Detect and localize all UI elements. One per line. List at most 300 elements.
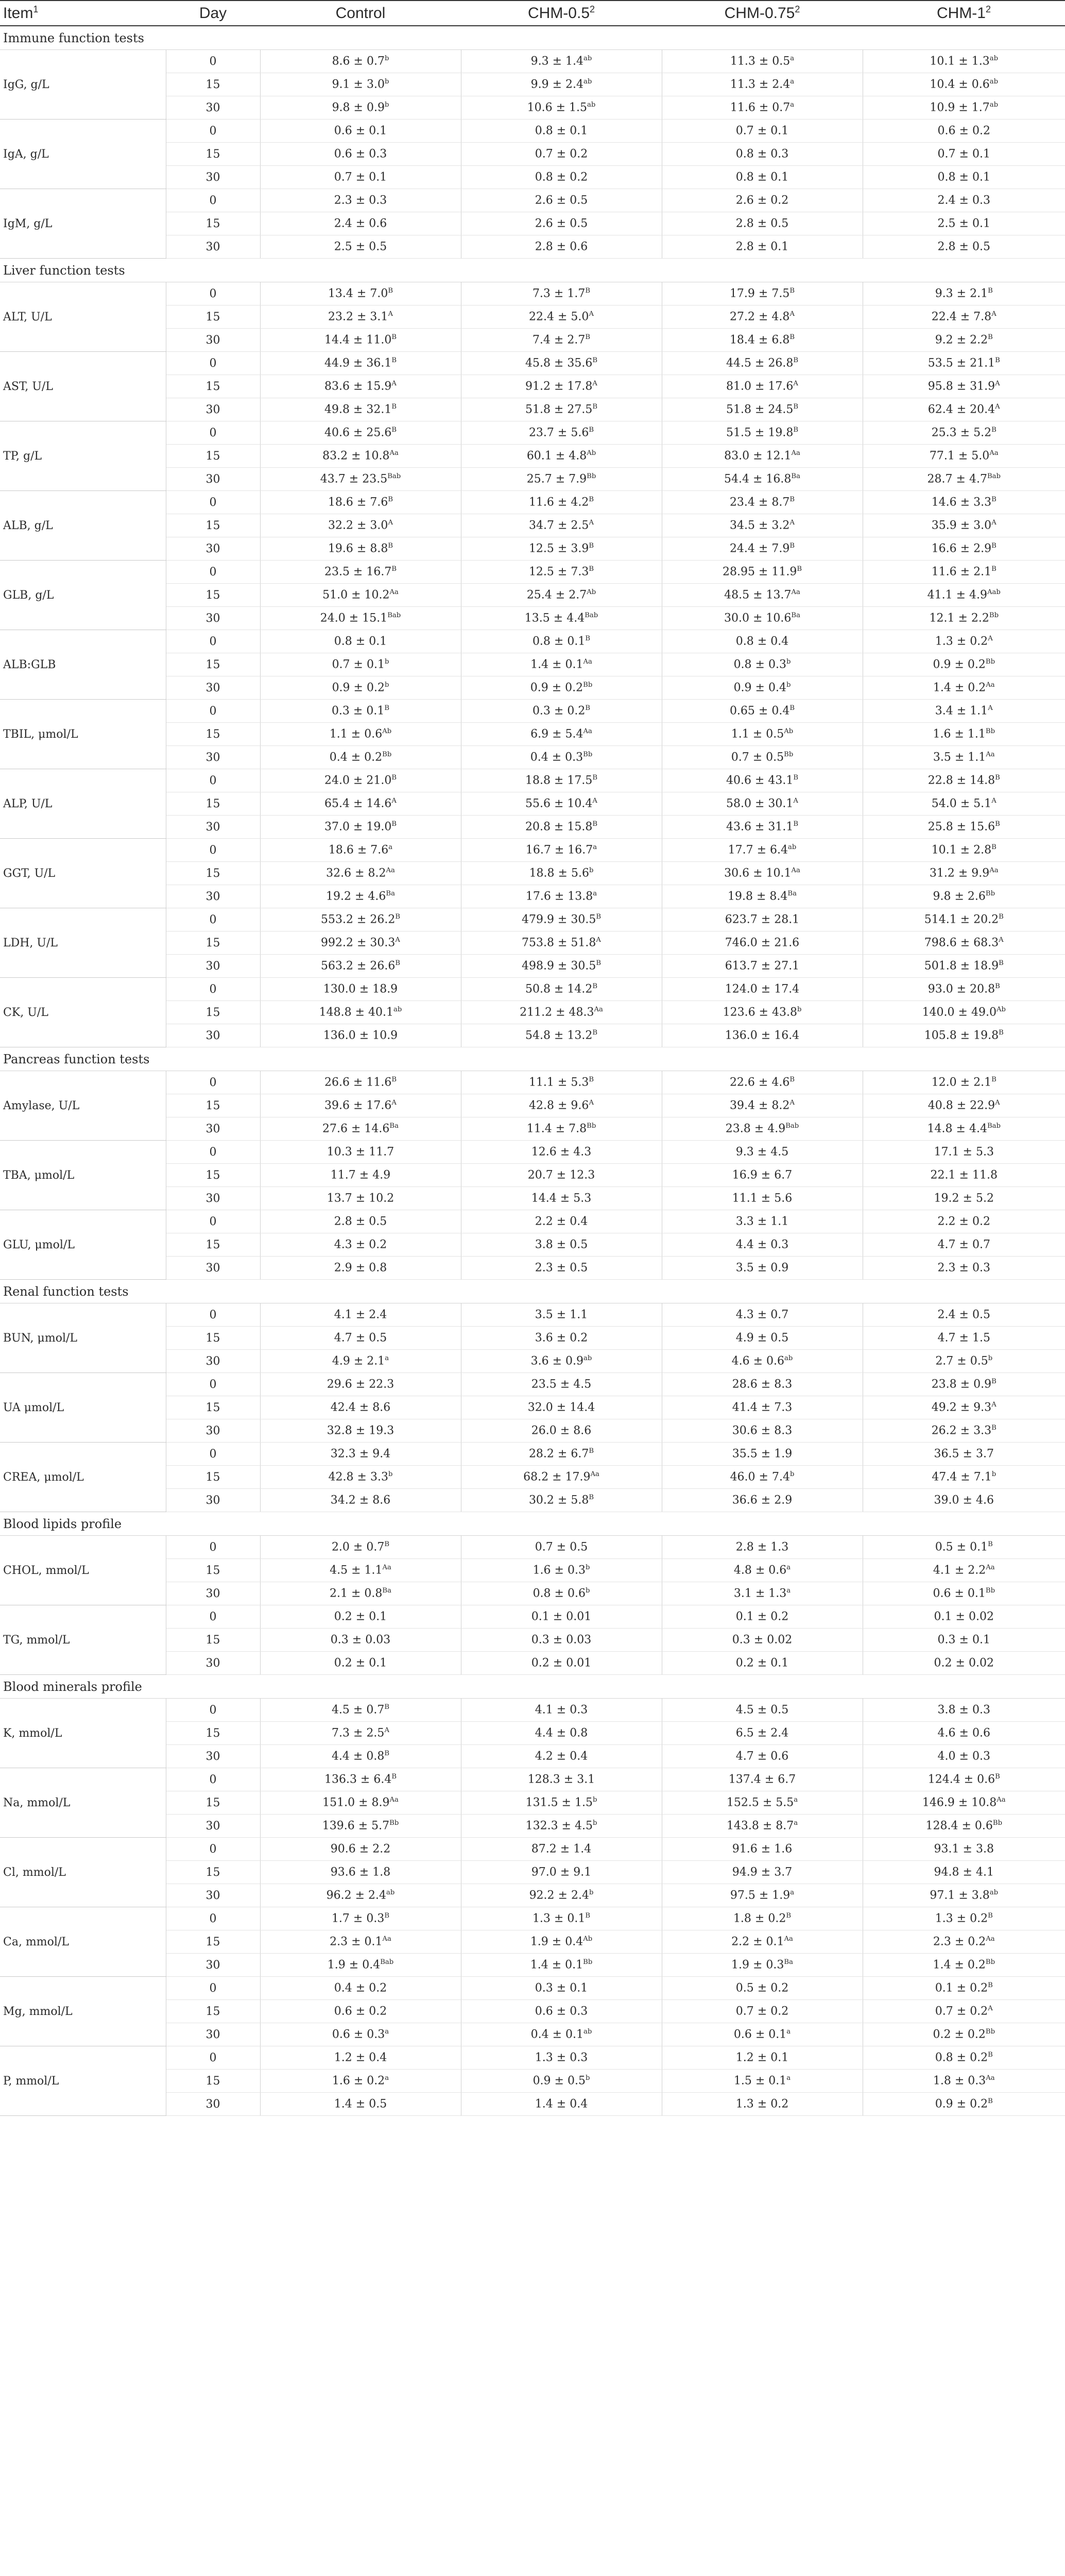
value-text: 1.5 ± 0.1 [733, 2074, 787, 2088]
value-cell-control [260, 421, 461, 445]
value-cell-chm-0-5 [461, 862, 662, 885]
value-text: 11.6 ± 4.2 [528, 496, 589, 509]
significance-superscript: Ab [784, 727, 794, 736]
value-cell-chm-0-5 [461, 1930, 662, 1954]
value-text: 4.0 ± 0.3 [937, 1750, 990, 1763]
value-cell-chm-0-75 [662, 143, 863, 166]
value-text: 3.5 ± 0.9 [735, 1261, 789, 1275]
value-cell-chm-1 [863, 2000, 1065, 2023]
value-cell-control [260, 839, 461, 862]
section-title: Renal function tests [0, 1280, 1065, 1303]
value-cell-chm-0-75 [662, 166, 863, 189]
value-cell-chm-0-75 [662, 862, 863, 885]
variable-label: CREA, μmol/L [0, 1443, 166, 1512]
value-cell-chm-0-75 [662, 189, 863, 212]
significance-superscript: a [593, 890, 597, 898]
value-text: 87.2 ± 1.4 [531, 1842, 592, 1856]
value-cell-chm-0-75 [662, 1815, 863, 1838]
value-text: 0.4 ± 0.1 [530, 2028, 584, 2041]
value-cell-control [260, 375, 461, 398]
significance-superscript: B [589, 1494, 594, 1502]
value-text: 91.6 ± 1.6 [732, 1842, 793, 1856]
day-cell: 0 [166, 908, 260, 931]
value-cell-chm-1 [863, 1071, 1065, 1094]
value-cell-chm-0-5 [461, 1396, 662, 1419]
header-chm-0-5: CHM-$0.5^2$ [461, 1, 662, 26]
day-cell: 30 [166, 235, 260, 259]
day-cell: 0 [166, 630, 260, 653]
value-text: 39.6 ± 17.6 [324, 1099, 392, 1112]
value-cell-chm-0-75 [662, 1768, 863, 1791]
table-row [0, 769, 1065, 792]
value-text: 2.8 ± 0.5 [334, 1215, 387, 1228]
value-cell-chm-0-5 [461, 2070, 662, 2093]
value-text: 30.0 ± 10.6 [724, 612, 792, 625]
significance-superscript: ab [989, 1889, 999, 1897]
significance-superscript: b [592, 1819, 597, 1827]
value-text: 0.7 ± 0.1 [332, 658, 385, 671]
significance-superscript: Bab [387, 472, 401, 481]
value-cell-control [260, 235, 461, 259]
value-text: 0.4 ± 0.2 [329, 751, 383, 764]
day-cell: 30 [166, 2093, 260, 2116]
day-cell: 0 [166, 1141, 260, 1164]
value-cell-chm-0-5 [461, 143, 662, 166]
day-cell: 30 [166, 1350, 260, 1373]
value-cell-chm-0-75 [662, 1094, 863, 1117]
significance-superscript: B [789, 287, 795, 295]
significance-superscript: A [592, 380, 597, 388]
value-cell-chm-0-75 [662, 282, 863, 306]
significance-superscript: Bb [587, 472, 596, 481]
significance-superscript: a [786, 1564, 791, 1572]
value-cell-control [260, 189, 461, 212]
value-cell-chm-0-5 [461, 1187, 662, 1210]
value-text: 105.8 ± 19.8 [924, 1029, 999, 1042]
value-text: 23.5 ± 16.7 [324, 565, 392, 579]
table-row [0, 120, 1065, 143]
day-cell: 30 [166, 166, 260, 189]
value-text: 7.3 ± 1.7 [532, 287, 586, 300]
value-cell-chm-1 [863, 792, 1065, 816]
significance-superscript: B [789, 1076, 795, 1084]
value-cell-chm-1 [863, 1396, 1065, 1419]
value-text: 60.1 ± 4.8 [526, 449, 587, 463]
significance-superscript: a [786, 1587, 791, 1595]
significance-superscript: a [790, 55, 795, 63]
day-cell: 0 [166, 1536, 260, 1559]
value-cell-control [260, 1350, 461, 1373]
table-row [0, 491, 1065, 514]
significance-superscript: B [789, 496, 795, 504]
value-cell-chm-1 [863, 1466, 1065, 1489]
significance-superscript: b [384, 101, 389, 109]
significance-superscript: a [786, 2074, 791, 2082]
significance-superscript: B [793, 774, 799, 782]
value-text: 36.5 ± 3.7 [934, 1447, 994, 1461]
value-cell-chm-1 [863, 1722, 1065, 1745]
significance-superscript: Ba [784, 1958, 793, 1967]
value-text: 26.6 ± 11.6 [324, 1076, 392, 1089]
day-cell: 15 [166, 306, 260, 329]
day-cell: 15 [166, 1629, 260, 1652]
value-cell-chm-0-5 [461, 908, 662, 931]
value-text: 2.6 ± 0.2 [735, 194, 789, 207]
value-cell-chm-1 [863, 491, 1065, 514]
table-row [0, 1699, 1065, 1722]
value-cell-chm-0-5 [461, 491, 662, 514]
value-cell-control [260, 96, 461, 120]
value-cell-chm-0-75 [662, 746, 863, 769]
significance-superscript: Bb [784, 751, 794, 759]
significance-superscript: B [388, 287, 393, 295]
value-cell-chm-1 [863, 1210, 1065, 1233]
value-text: 1.3 ± 0.2 [935, 635, 988, 648]
value-cell-chm-0-5 [461, 2000, 662, 2023]
significance-superscript: B [988, 287, 993, 295]
value-text: 136.0 ± 16.4 [725, 1029, 800, 1042]
value-cell-chm-0-5 [461, 1257, 662, 1280]
value-text: 4.5 ± 1.1 [330, 1564, 383, 1577]
value-cell-chm-0-75 [662, 839, 863, 862]
value-text: 10.3 ± 11.7 [327, 1145, 394, 1159]
value-text: 746.0 ± 21.6 [725, 936, 800, 950]
value-text: 16.9 ± 6.7 [732, 1168, 793, 1182]
value-text: 18.6 ± 7.6 [328, 843, 389, 857]
significance-superscript: a [593, 843, 597, 852]
value-text: 0.1 ± 0.02 [934, 1610, 994, 1623]
significance-superscript: B [391, 820, 397, 828]
value-cell-chm-0-75 [662, 676, 863, 700]
value-cell-control [260, 746, 461, 769]
value-cell-control [260, 1745, 461, 1768]
value-text: 94.9 ± 3.7 [732, 1866, 793, 1879]
value-text: 0.7 ± 0.2 [535, 147, 588, 161]
value-cell-chm-0-75 [662, 1605, 863, 1629]
value-text: 28.95 ± 11.9 [722, 565, 797, 579]
value-text: 43.6 ± 31.1 [726, 820, 794, 834]
significance-superscript: Ba [787, 890, 797, 898]
table-row [0, 1071, 1065, 1094]
value-text: 553.2 ± 26.2 [320, 913, 396, 926]
value-cell-control [260, 1024, 461, 1047]
value-text: 11.1 ± 5.3 [528, 1076, 589, 1089]
value-text: 4.6 ± 0.6 [937, 1726, 990, 1740]
value-cell-control [260, 282, 461, 306]
variable-label: Cl, mmol/L [0, 1838, 166, 1907]
value-cell-chm-1 [863, 1373, 1065, 1396]
value-cell-chm-1 [863, 561, 1065, 584]
value-text: 992.2 ± 30.3 [321, 936, 396, 950]
day-cell: 15 [166, 1466, 260, 1489]
value-text: 90.6 ± 2.2 [330, 1842, 391, 1856]
significance-superscript: Aa [791, 588, 800, 597]
value-text: 54.8 ± 13.2 [525, 1029, 593, 1042]
value-cell-chm-0-5 [461, 1838, 662, 1861]
value-cell-chm-0-5 [461, 421, 662, 445]
significance-superscript: Aa [389, 449, 399, 457]
significance-superscript: B [585, 704, 591, 713]
table-row [0, 700, 1065, 723]
value-cell-chm-1 [863, 96, 1065, 120]
value-cell-chm-1 [863, 1489, 1065, 1512]
value-cell-chm-0-75 [662, 1187, 863, 1210]
value-text: 0.9 ± 0.2 [332, 681, 385, 694]
value-text: 14.4 ± 11.0 [324, 333, 392, 347]
variable-label: ALT, U/L [0, 282, 166, 352]
significance-superscript: a [385, 2028, 389, 2036]
value-text: 2.5 ± 0.5 [334, 240, 387, 253]
significance-superscript: B [995, 820, 1000, 828]
value-cell-control [260, 1489, 461, 1512]
value-cell-chm-1 [863, 329, 1065, 352]
value-text: 34.5 ± 3.2 [730, 519, 790, 532]
value-cell-chm-1 [863, 1257, 1065, 1280]
value-text: 1.6 ± 0.2 [332, 2074, 385, 2088]
value-cell-chm-1 [863, 1164, 1065, 1187]
value-text: 14.4 ± 5.3 [531, 1192, 592, 1205]
value-text: 18.4 ± 6.8 [729, 333, 790, 347]
value-cell-chm-0-5 [461, 1605, 662, 1629]
value-text: 39.4 ± 8.2 [730, 1099, 790, 1112]
value-text: 30.6 ± 10.1 [724, 867, 792, 880]
day-cell: 15 [166, 1001, 260, 1024]
value-cell-chm-0-75 [662, 1722, 863, 1745]
value-text: 4.4 ± 0.8 [535, 1726, 588, 1740]
value-text: 25.4 ± 2.7 [526, 588, 587, 602]
day-cell: 15 [166, 375, 260, 398]
value-text: 49.2 ± 9.3 [931, 1401, 992, 1414]
value-text: 148.8 ± 40.1 [319, 1006, 394, 1019]
value-text: 55.6 ± 10.4 [525, 797, 593, 810]
value-cell-chm-0-5 [461, 1699, 662, 1722]
value-cell-chm-0-5 [461, 375, 662, 398]
value-cell-chm-1 [863, 189, 1065, 212]
significance-superscript: Bab [785, 1122, 799, 1130]
day-cell: 30 [166, 1954, 260, 1977]
significance-superscript: B [592, 820, 598, 828]
value-cell-chm-1 [863, 1559, 1065, 1582]
significance-superscript: B [995, 357, 1000, 365]
value-text: 3.5 ± 1.1 [535, 1308, 588, 1321]
significance-superscript: ab [989, 55, 999, 63]
value-cell-control [260, 2000, 461, 2023]
value-cell-chm-1 [863, 50, 1065, 73]
table-row [0, 1768, 1065, 1791]
value-text: 1.1 ± 0.5 [731, 727, 784, 741]
value-text: 0.6 ± 0.1 [334, 124, 387, 138]
value-cell-chm-0-5 [461, 839, 662, 862]
significance-superscript: B [592, 774, 598, 782]
value-text: 10.4 ± 0.6 [930, 78, 990, 91]
day-cell: 15 [166, 1559, 260, 1582]
significance-superscript: b [384, 681, 389, 689]
value-cell-chm-1 [863, 885, 1065, 908]
value-text: 16.7 ± 16.7 [525, 843, 593, 857]
value-cell-chm-1 [863, 537, 1065, 561]
value-text: 23.5 ± 4.5 [531, 1378, 592, 1391]
value-text: 44.9 ± 36.1 [324, 357, 392, 370]
value-cell-chm-0-75 [662, 1024, 863, 1047]
value-cell-chm-0-75 [662, 630, 863, 653]
significance-superscript: B [592, 1029, 598, 1037]
value-cell-control [260, 1419, 461, 1443]
value-cell-chm-1 [863, 2023, 1065, 2046]
value-text: 43.7 ± 23.5 [320, 472, 388, 486]
significance-superscript: Bb [985, 890, 995, 898]
significance-superscript: A [995, 380, 1000, 388]
value-text: 0.8 ± 0.3 [733, 658, 786, 671]
value-cell-control [260, 1977, 461, 2000]
header-row [0, 1, 1065, 26]
value-text: 35.9 ± 3.0 [931, 519, 992, 532]
day-cell: 0 [166, 1838, 260, 1861]
value-cell-chm-0-5 [461, 1791, 662, 1815]
significance-superscript: Bab [987, 1122, 1001, 1130]
significance-superscript: B [585, 1912, 591, 1920]
value-text: 2.4 ± 0.6 [334, 217, 387, 230]
value-cell-chm-0-5 [461, 1815, 662, 1838]
section-title: Pancreas function tests [0, 1047, 1065, 1071]
value-text: 1.9 ± 0.4 [530, 1935, 583, 1948]
value-cell-chm-1 [863, 653, 1065, 676]
significance-superscript: B [395, 913, 401, 921]
significance-superscript: ab [393, 1006, 402, 1014]
value-cell-chm-0-75 [662, 2046, 863, 2070]
value-cell-control [260, 1001, 461, 1024]
value-text: 0.8 ± 0.4 [735, 635, 789, 648]
value-text: 9.9 ± 2.4 [530, 78, 584, 91]
day-cell: 0 [166, 2046, 260, 2070]
section-row [0, 1675, 1065, 1699]
significance-superscript: Ba [791, 612, 800, 620]
value-text: 0.7 ± 0.5 [731, 751, 784, 764]
variable-label: LDH, U/L [0, 908, 166, 978]
value-text: 10.1 ± 2.8 [931, 843, 992, 857]
value-text: 41.1 ± 4.9 [927, 588, 988, 602]
variable-label: CHOL, mmol/L [0, 1536, 166, 1605]
value-text: 514.1 ± 20.2 [924, 913, 999, 926]
significance-superscript: Aa [389, 588, 399, 597]
value-cell-chm-0-75 [662, 607, 863, 630]
significance-superscript: B [589, 496, 594, 504]
day-cell: 30 [166, 1257, 260, 1280]
value-text: 8.6 ± 0.7 [332, 55, 385, 68]
value-cell-chm-0-5 [461, 306, 662, 329]
value-text: 27.6 ± 14.6 [322, 1122, 390, 1136]
value-cell-chm-0-75 [662, 1536, 863, 1559]
value-text: 23.8 ± 4.9 [725, 1122, 786, 1136]
significance-superscript: B [991, 496, 997, 504]
day-cell: 0 [166, 1443, 260, 1466]
value-text: 0.7 ± 0.2 [735, 2005, 789, 2018]
value-text: 4.1 ± 2.2 [933, 1564, 986, 1577]
value-text: 54.4 ± 16.8 [724, 472, 792, 486]
value-cell-chm-0-75 [662, 792, 863, 816]
value-text: 83.2 ± 10.8 [322, 449, 390, 463]
variable-label: ALB:GLB [0, 630, 166, 700]
value-cell-chm-0-5 [461, 1419, 662, 1443]
value-cell-chm-0-5 [461, 1210, 662, 1233]
value-text: 798.6 ± 68.3 [924, 936, 999, 950]
value-text: 1.2 ± 0.1 [735, 2051, 789, 2064]
value-text: 0.1 ± 0.01 [531, 1610, 592, 1623]
value-text: 132.3 ± 4.5 [525, 1819, 593, 1833]
variable-label: IgG, g/L [0, 50, 166, 120]
day-cell: 0 [166, 352, 260, 375]
significance-superscript: Aa [791, 867, 800, 875]
significance-superscript: Aa [382, 1564, 391, 1572]
value-cell-chm-1 [863, 908, 1065, 931]
value-text: 1.3 ± 0.2 [935, 1912, 988, 1925]
significance-superscript: a [794, 1819, 798, 1827]
table-row [0, 352, 1065, 375]
significance-superscript: Ba [791, 472, 800, 481]
value-text: 23.7 ± 5.6 [528, 426, 589, 439]
value-text: 19.6 ± 8.8 [328, 542, 388, 555]
significance-superscript: Aa [583, 727, 592, 736]
significance-superscript: B [589, 565, 594, 573]
significance-superscript: B [388, 496, 393, 504]
value-cell-chm-0-5 [461, 723, 662, 746]
value-text: 137.4 ± 6.7 [728, 1773, 796, 1786]
value-text: 20.7 ± 12.3 [527, 1168, 595, 1182]
significance-superscript: A [991, 310, 997, 318]
value-cell-chm-1 [863, 1536, 1065, 1559]
value-cell-chm-0-75 [662, 908, 863, 931]
section-title: Liver function tests [0, 259, 1065, 282]
significance-superscript: B [589, 542, 594, 550]
value-text: 27.2 ± 4.8 [730, 310, 790, 324]
day-cell: 30 [166, 1745, 260, 1768]
day-cell: 0 [166, 561, 260, 584]
significance-superscript: B [384, 1750, 390, 1758]
value-text: 0.8 ± 0.6 [532, 1587, 586, 1600]
value-cell-control [260, 537, 461, 561]
value-cell-chm-1 [863, 1582, 1065, 1605]
value-cell-chm-1 [863, 630, 1065, 653]
significance-superscript: B [991, 426, 997, 434]
value-text: 1.8 ± 0.2 [733, 1912, 786, 1925]
significance-superscript: ab [386, 1889, 395, 1897]
value-cell-control [260, 2046, 461, 2070]
significance-superscript: A [988, 635, 993, 643]
value-text: 23.2 ± 3.1 [328, 310, 388, 324]
value-text: 151.0 ± 8.9 [322, 1796, 390, 1809]
value-text: 11.6 ± 0.7 [730, 101, 791, 114]
value-cell-chm-0-5 [461, 1001, 662, 1024]
value-cell-chm-0-5 [461, 931, 662, 955]
value-text: 0.2 ± 0.1 [334, 1610, 387, 1623]
day-cell: 0 [166, 491, 260, 514]
value-cell-chm-1 [863, 839, 1065, 862]
value-text: 0.6 ± 0.3 [334, 147, 387, 161]
value-cell-control [260, 1582, 461, 1605]
significance-superscript: Aa [986, 751, 995, 759]
value-cell-chm-0-75 [662, 1791, 863, 1815]
value-text: 40.8 ± 22.9 [927, 1099, 995, 1112]
section-row [0, 1512, 1065, 1536]
value-cell-chm-0-75 [662, 1071, 863, 1094]
section-row [0, 259, 1065, 282]
value-text: 42.8 ± 9.6 [529, 1099, 589, 1112]
value-text: 0.6 ± 0.2 [937, 124, 990, 138]
value-cell-control [260, 2023, 461, 2046]
significance-superscript: Ab [996, 1006, 1006, 1014]
value-text: 1.6 ± 0.3 [532, 1564, 586, 1577]
value-cell-control [260, 630, 461, 653]
variable-label: TBIL, μmol/L [0, 700, 166, 769]
